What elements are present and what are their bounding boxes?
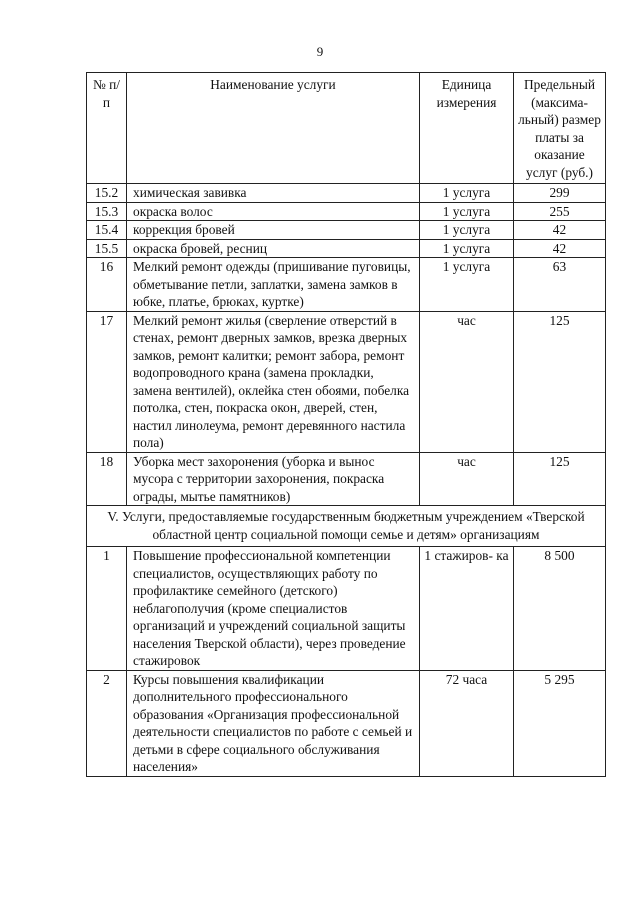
table-row (87, 221, 606, 240)
row-num: 1 (87, 547, 127, 671)
row-name: Повышение профессиональной компетенции специалистов, осуществляющих работу по профилактике семейного (детского) неблагополучия (кроме специалистов организаций и учреждений социальной защиты населения Тверской области), через проведение стажировок (127, 547, 420, 671)
row-unit: 1 стажиров- ка (420, 547, 514, 671)
row-name: окраска бровей, ресниц (127, 239, 420, 258)
row-num: 15.2 (87, 184, 127, 203)
table-row (87, 311, 606, 452)
header-unit: Единица измерения (420, 73, 514, 184)
table-row (87, 547, 606, 671)
row-unit: час (420, 311, 514, 452)
row-price: 125 (514, 452, 606, 506)
row-name: окраска волос (127, 202, 420, 221)
row-price: 125 (514, 311, 606, 452)
section-title: V. Услуги, предоставляемые государственным бюджетным учреждением «Тверской областной центр социальной помощи семье и детям» организациям (87, 506, 606, 547)
row-unit: 1 услуга (420, 184, 514, 203)
table-row (87, 258, 606, 312)
row-price: 42 (514, 221, 606, 240)
row-name: химическая завивка (127, 184, 420, 203)
row-num: 17 (87, 311, 127, 452)
table-row (87, 239, 606, 258)
header-price: Предельный (максима- льный) размер платы за оказание услуг (руб.) (514, 73, 606, 184)
row-unit: 1 услуга (420, 202, 514, 221)
header-name: Наименование услуги (127, 73, 420, 184)
table-row (87, 452, 606, 506)
table-row (87, 184, 606, 203)
row-price: 63 (514, 258, 606, 312)
row-num: 15.3 (87, 202, 127, 221)
row-num: 15.4 (87, 221, 127, 240)
row-unit: 72 часа (420, 670, 514, 776)
row-unit: 1 услуга (420, 239, 514, 258)
services-table (86, 72, 606, 777)
table-row (87, 670, 606, 776)
row-price: 299 (514, 184, 606, 203)
row-num: 18 (87, 452, 127, 506)
row-unit: 1 услуга (420, 221, 514, 240)
page-number: 9 (316, 44, 324, 59)
row-name: коррекция бровей (127, 221, 420, 240)
row-price: 8 500 (514, 547, 606, 671)
header-num: № п/п (87, 73, 127, 184)
row-name: Курсы повышения квалификации дополнительного профессионального образования «Организация профессиональной деятельности специалистов по работе с семьей и детьми в сфере социального обслуживания населения» (127, 670, 420, 776)
row-unit: час (420, 452, 514, 506)
row-unit: 1 услуга (420, 258, 514, 312)
row-num: 15.5 (87, 239, 127, 258)
row-name: Уборка мест захоронения (уборка и вынос мусора с территории захоронения, покраска ограды, мытье памятников) (127, 452, 420, 506)
row-name: Мелкий ремонт жилья (сверление отверстий в стенах, ремонт дверных замков, врезка дверных замков, ремонт калитки; ремонт забора, ремонт водопроводного крана (замена прокладки, замена вентилей), оклейка стен обоями, побелка потолка, стен, покраска окон, дверей, стен, настил линолеума, ремонт деревянного настила пола) (127, 311, 420, 452)
row-name: Мелкий ремонт одежды (пришивание пуговицы, обметывание петли, заплатки, замена замков в юбке, платье, брюках, куртке) (127, 258, 420, 312)
row-price: 5 295 (514, 670, 606, 776)
row-price: 42 (514, 239, 606, 258)
table-header-row (87, 73, 606, 184)
table-row (87, 202, 606, 221)
section-row (87, 506, 606, 547)
row-price: 255 (514, 202, 606, 221)
row-num: 2 (87, 670, 127, 776)
row-num: 16 (87, 258, 127, 312)
